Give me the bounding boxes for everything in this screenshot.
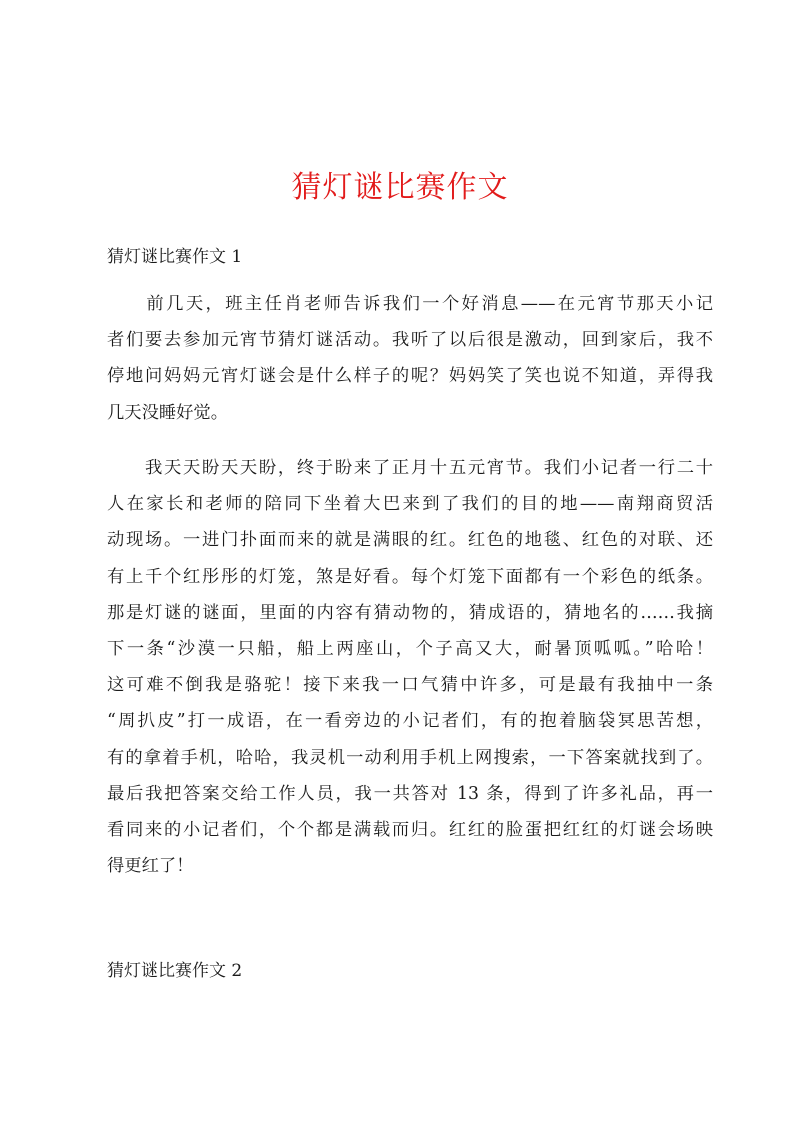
paragraph-line: 有的拿着手机，哈哈，我灵机一动利用手机上网搜索，一下答案就找到了。 xyxy=(107,747,713,768)
paragraph-line: 下一条“沙漠一只船，船上两座山，个子高又大，耐暑顶呱呱。”哈哈！ xyxy=(107,638,713,659)
paragraph-line: 者们要去参加元宵节猜灯谜活动。我听了以后很是激动，回到家后，我不 xyxy=(107,330,713,351)
section-heading-1: 猜灯谜比赛作文 1 xyxy=(107,247,243,267)
paragraph-line: 有上千个红彤彤的灯笼，煞是好看。每个灯笼下面都有一个彩色的纸条。 xyxy=(107,566,713,587)
paragraph-line: 动现场。一进门扑面而来的就是满眼的红。红色的地毯、红色的对联、还 xyxy=(107,530,713,551)
paragraph-line: 那是灯谜的谜面，里面的内容有猜动物的，猜成语的，猜地名的……我摘 xyxy=(107,602,713,623)
paragraph-2 xyxy=(107,450,713,884)
section-heading-2: 猜灯谜比赛作文 2 xyxy=(107,961,243,981)
paragraph-line: 看同来的小记者们，个个都是满载而归。红红的脸蛋把红红的灯谜会场映 xyxy=(107,819,713,840)
paragraph-line: 停地问妈妈元宵灯谜会是什么样子的呢？妈妈笑了笑也说不知道，弄得我 xyxy=(107,366,713,387)
paragraph-line: 得更红了！ xyxy=(107,856,194,877)
paragraph-line: 人在家长和老师的陪同下坐着大巴来到了我们的目的地——南翔商贸活 xyxy=(107,494,713,515)
paragraph-line: 这可难不倒我是骆驼！接下来我一口气猜中许多，可是最有我抽中一条 xyxy=(107,675,713,696)
paragraph-line: “周扒皮”打一成语，在一看旁边的小记者们，有的抱着脑袋冥思苦想， xyxy=(107,711,713,732)
paragraph-line: 最后我把答案交给工作人员，我一共答对 13 条，得到了许多礼品，再一 xyxy=(107,783,713,804)
paragraph-line: 几天没睡好觉。 xyxy=(107,402,228,423)
document-title: 猜灯谜比赛作文 xyxy=(291,170,509,205)
paragraph-line: 我天天盼天天盼，终于盼来了正月十五元宵节。我们小记者一行二十 xyxy=(107,458,713,478)
paragraph-1 xyxy=(107,286,713,431)
paragraph-line: 前几天，班主任肖老师告诉我们一个好消息——在元宵节那天小记 xyxy=(107,294,713,314)
